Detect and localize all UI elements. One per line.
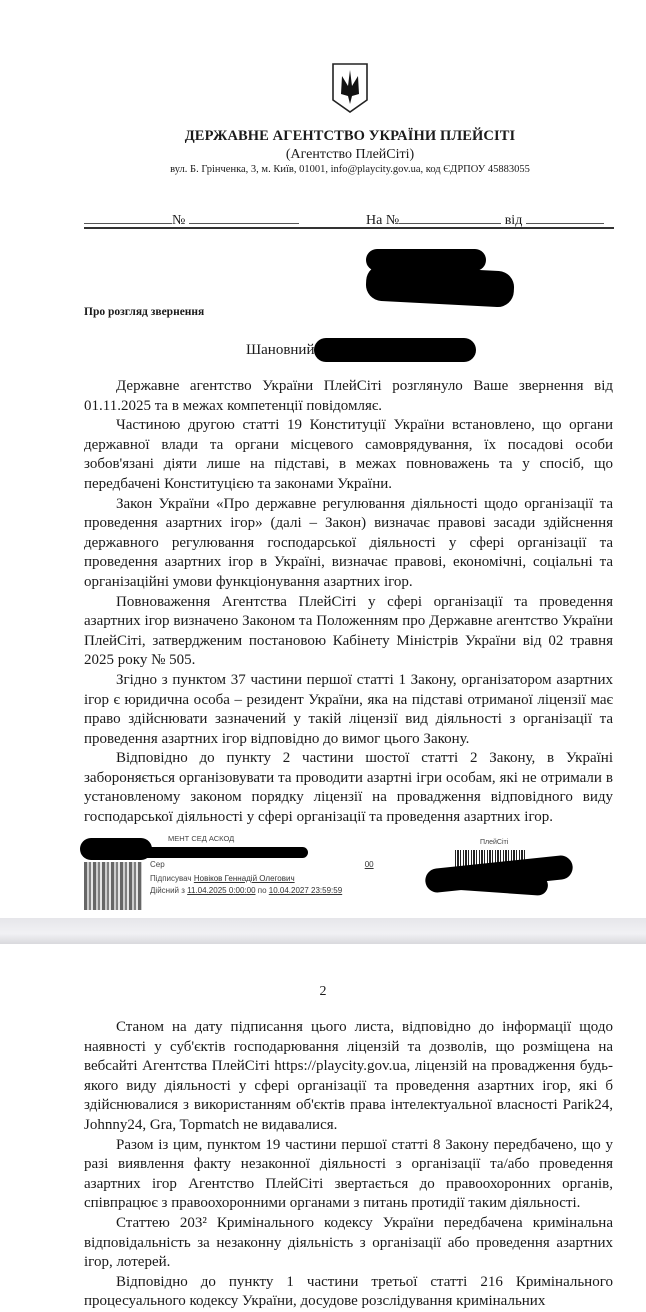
paragraph: Закон України «Про державне регулювання діяльності щодо організації та проведення азартних ігор» (далі – Закон) визначає правові засади здійснення державного регулювання господарської діяльності у сфері організації та проведення азартних ігор в Україні, визначає правові, економічні, соціальні та організаційні умови функціонування азартних ігор. bbox=[84, 495, 613, 590]
letter-page-2 bbox=[0, 944, 646, 1310]
reply-number-field: На № від bbox=[366, 210, 604, 229]
letter-body-page-1 bbox=[84, 377, 613, 828]
letter-body-page-2 bbox=[84, 1018, 613, 1312]
paragraph: Відповідно до пункту 1 частини третьої статті 216 Кримінального процесуального кодексу України, досудове розслідування кримінальних bbox=[84, 1273, 613, 1310]
paragraph: Відповідно до пункту 2 частини шостої статті 2 Закону, в Україні забороняється організовувати та проводити азартні ігри особам, які не отримали в установленому законом порядку ліцензії на провадження відповідного виду господарської діяльності у сфері організації та проведення азартних ігор. bbox=[84, 750, 613, 826]
org-address: вул. Б. Грінченка, 3, м. Київ, 01001, info@playcity.gov.ua, код ЄДРПОУ 45883055 bbox=[170, 164, 530, 175]
org-short-name: (Агентство ПлейСіті) bbox=[285, 147, 415, 162]
paragraph: Державне агентство України ПлейСіті розглянуло Ваше звернення від 01.11.2025 та в межах компетенції повідомляє. bbox=[84, 378, 613, 414]
page-number: 2 bbox=[319, 984, 327, 999]
paragraph: Статтею 203² Кримінального кодексу України передбачена кримінальна відповідальність за незаконну діяльність з організації або проведення азартних ігор, лотерей. bbox=[84, 1214, 613, 1271]
validity-line: Дійсний з 11.04.2025 0:00:00 по 10.04.2027 23:59:59 bbox=[150, 886, 343, 895]
redaction-addressee bbox=[365, 264, 515, 308]
signer-line: Підписувач Новіков Геннадій Олегович bbox=[150, 874, 295, 883]
greeting: Шановний bbox=[246, 342, 315, 358]
letter-subject: Про розгляд звернення bbox=[84, 306, 205, 318]
paragraph: Разом із цим, пунктом 19 частини першої статті 8 Закону передбачено, що у разі виявлення факту незаконної діяльності з організації та/або проведення азартних ігор Агентство ПлейСіті звертається до правоохоронних органів, співпрацює з правоохоронними органами з питань протидії таким діяльності. bbox=[84, 1136, 613, 1212]
paragraph: Станом на дату підписання цього листа, відповідно до інформації щодо наявності у суб'єктів господарювання ліцензій та дозволів, що розміщена на вебсайті Агентства ПлейСіті https://playcity.gov.ua, ліцензій на провадження будь-якого виду діяльності у сфері організації та проведення азартних ігор, які б здійснювалися з використанням об'єктів права інтелектуальної власності Parik24, Johnny24, Gra, Topmatch не видавалися. bbox=[84, 1019, 613, 1133]
outgoing-number-field: № bbox=[84, 210, 299, 229]
coat-of-arms-icon bbox=[331, 62, 369, 114]
certificate-line: Сер 00 bbox=[150, 860, 374, 869]
paragraph: Згідно з пунктом 37 частини першої статті 1 Закону, організатором азартних ігор є юридична особа – резидент України, яка на підставі отриманої ліцензії має право здійснювати зазначений у такій ліцензії вид діяльності з організації та проведення азартних ігор відповідно до вимог цього Закону. bbox=[84, 671, 613, 747]
org-name: ДЕРЖАВНЕ АГЕНТСТВО УКРАЇНИ ПЛЕЙСІТІ bbox=[184, 128, 516, 144]
redaction-signature bbox=[130, 847, 308, 858]
paragraph: Повноваження Агентства ПлейСіті у сфері організації та проведення азартних ігор визначено Законом та Положенням про Державне агентство України ПлейСіті, затвердженим постановою Кабінету Міністрів України від 02 травня 2025 року № 505. bbox=[84, 593, 613, 669]
barcode-label: ПлейСіті bbox=[480, 839, 509, 846]
paragraph: Частиною другою статті 19 Конституції України встановлено, що органи державної влади та органи місцевого самоврядування, їх посадові особи зобов'язані діяти лише на підставі, в межах повноважень та у спосіб, що передбачені Конституцією та законами України. bbox=[84, 417, 613, 492]
e-doc-stamp-label: МЕНТ СЕД АСКОД bbox=[168, 834, 235, 843]
redaction-name bbox=[314, 338, 476, 362]
page-separator bbox=[0, 918, 646, 944]
qr-code bbox=[84, 862, 142, 910]
